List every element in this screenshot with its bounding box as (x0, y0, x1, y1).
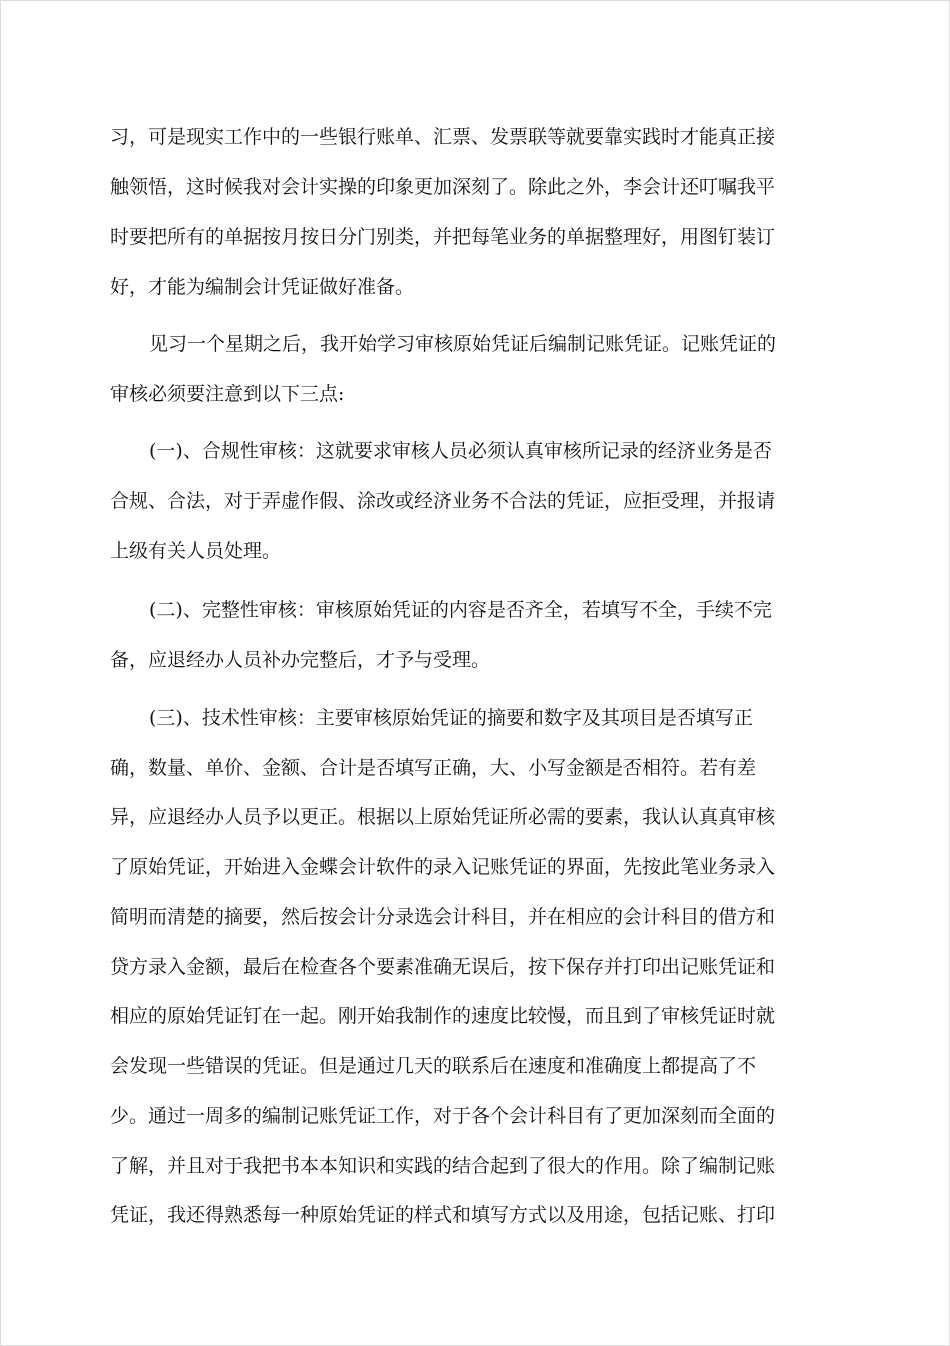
text-line: 相应的原始凭证钉在一起。刚开始我制作的速度比较慢，而且到了审核凭证时就 (110, 1005, 776, 1027)
text-line: 合规、合法，对于弄虚作假、涂改或经济业务不合法的凭证，应拒受理，并报请 (110, 490, 776, 512)
text-line: 好，才能为编制会计凭证做好准备。 (110, 276, 415, 298)
text-line: 时要把所有的单据按月按日分门别类，并把每笔业务的单据整理好，用图钉装订 (110, 226, 776, 248)
text-line: 确，数量、单价、金额、合计是否填写正确，大、小写金额是否相符。若有差 (110, 757, 757, 779)
text-line: 异，应退经办人员予以更正。根据以上原始凭证所必需的要素，我认认真真审核 (110, 806, 776, 828)
text-line: 习，可是现实工作中的一些银行账单、汇票、发票联等就要靠实践时才能真正接 (110, 126, 776, 148)
text-line: 少。通过一周多的编制记账凭证工作，对于各个会计科目有了更加深刻而全面的 (110, 1105, 776, 1127)
text-line: 了解，并且对于我把书本本知识和实践的结合起到了很大的作用。除了编制记账 (110, 1155, 776, 1177)
text-line: 会发现一些错误的凭证。但是通过几天的联系后在速度和准确度上都提高了不 (110, 1055, 757, 1077)
text-line: (一)、合规性审核：这就要求审核人员必须认真审核所记录的经济业务是否 (149, 440, 772, 462)
text-line: 审核必须要注意到以下三点: (110, 383, 345, 405)
text-line: 备，应退经办人员补办完整后，才予与受理。 (110, 649, 491, 671)
text-line: 上级有关人员处理。 (110, 540, 282, 562)
text-line: 简明而清楚的摘要，然后按会计分录选会计科目，并在相应的会计科目的借方和 (110, 906, 776, 928)
text-line: 触领悟，这时候我对会计实操的印象更加深刻了。除此之外，李会计还叮嘱我平 (110, 176, 776, 198)
text-line: 见习一个星期之后，我开始学习审核原始凭证后编制记账凭证。记账凭证的 (149, 333, 777, 355)
text-line: 凭证，我还得熟悉每一种原始凭证的样式和填写方式以及用途，包括记账、打印 (110, 1204, 776, 1226)
text-line: 了原始凭证，开始进入金蝶会计软件的录入记账凭证的界面，先按此笔业务录入 (110, 856, 776, 878)
text-line: (三)、技术性审核：主要审核原始凭证的摘要和数字及其项目是否填写正 (149, 707, 753, 729)
text-line: (二)、完整性审核：审核原始凭证的内容是否齐全，若填写不全，手续不完 (149, 599, 772, 621)
text-line: 贷方录入金额，最后在检查各个要素准确无误后，按下保存并打印出记账凭证和 (110, 956, 776, 978)
